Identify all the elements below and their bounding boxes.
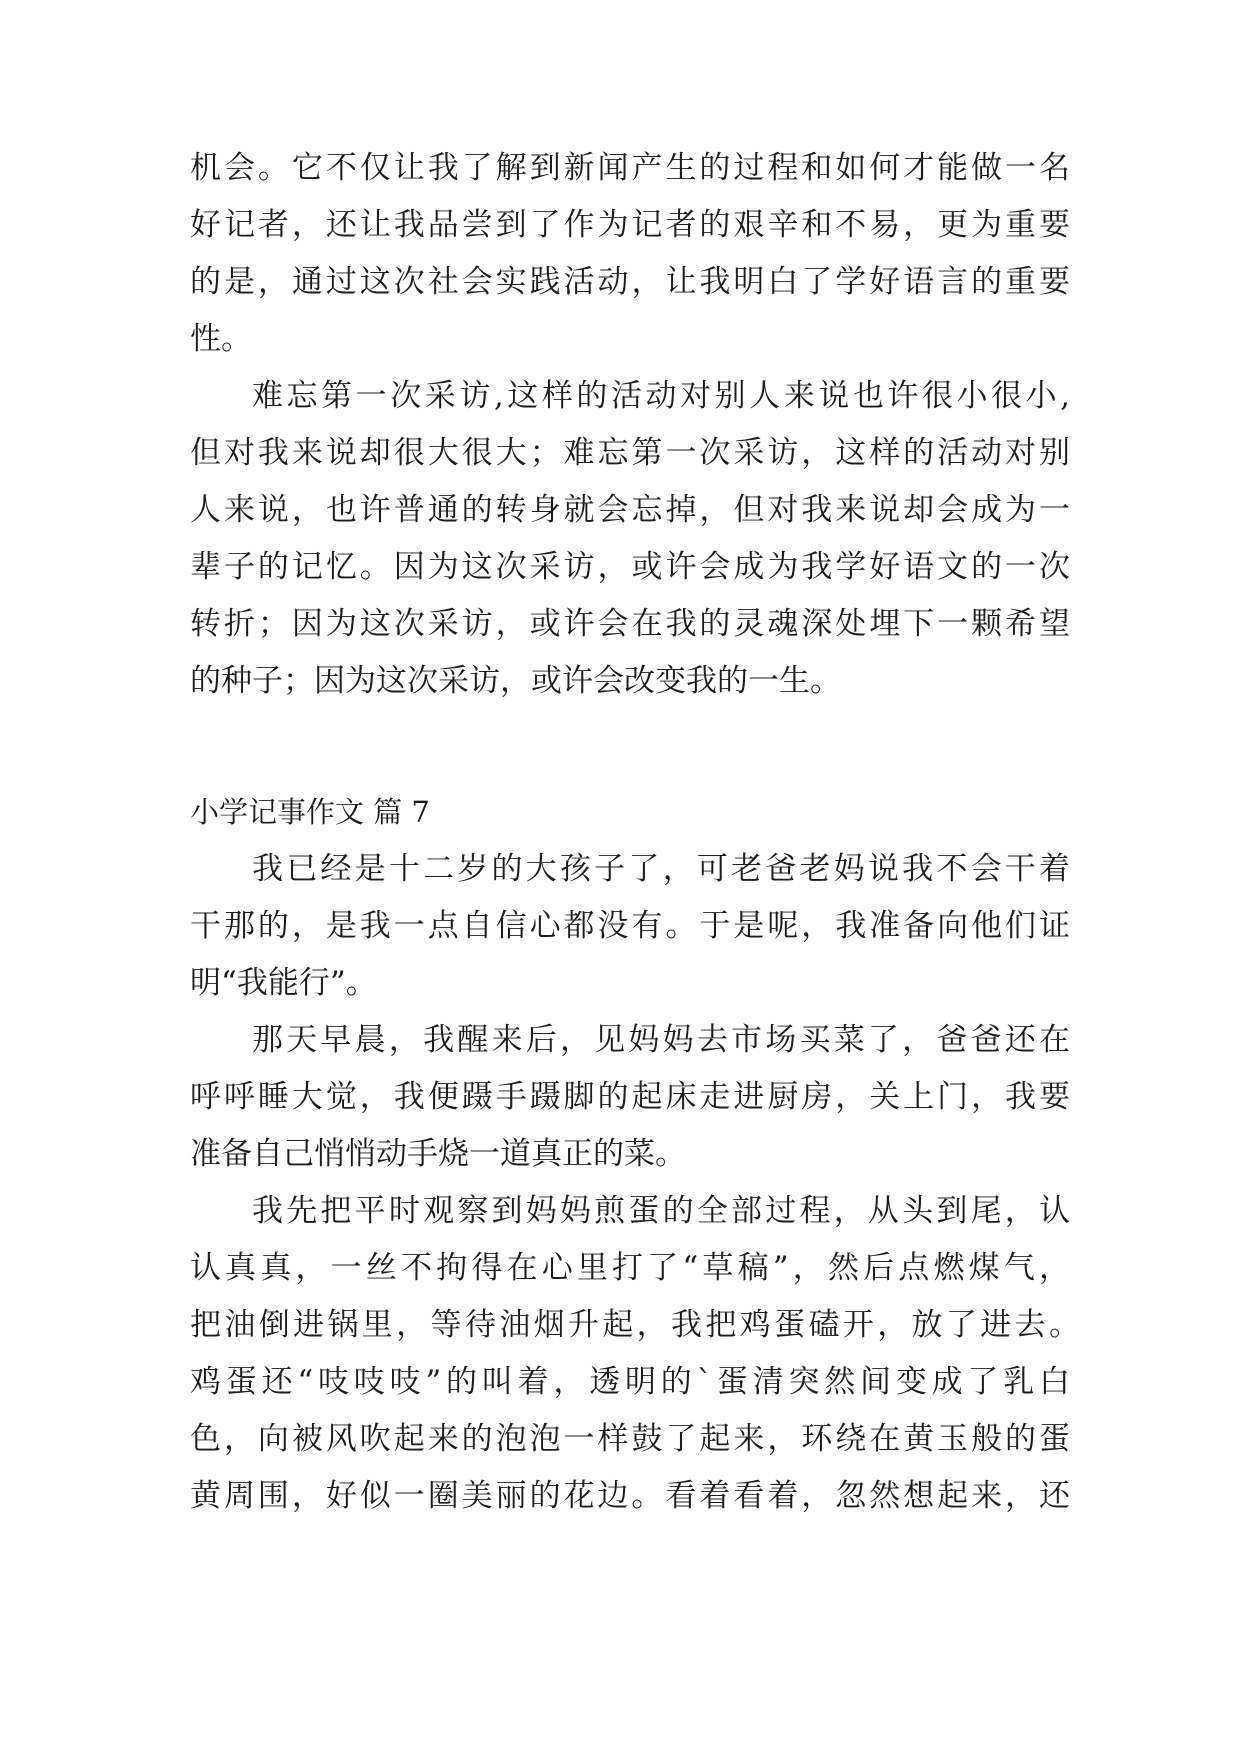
text-line: 干那的，是我一点自信心都没有。于是呢，我准备向他们证: [190, 908, 1070, 944]
text-line: 我已经是十二岁的大孩子了，可老爸老妈说我不会干着: [252, 851, 1070, 887]
text-line: 辈子的记忆。因为这次采访，或许会成为我学好语文的一次: [190, 549, 1070, 585]
text-line: 转折；因为这次采访，或许会在我的灵魂深处埋下一颗希望: [190, 606, 1070, 642]
text-line: 但对我来说却很大很大；难忘第一次采访，这样的活动对别: [190, 435, 1070, 471]
text-line: 好记者，还让我品尝到了作为记者的艰辛和不易，更为重要: [190, 207, 1070, 243]
text-line: 明“我能行”。: [190, 965, 377, 1001]
text-line: 的种子；因为这次采访，或许会改变我的一生。: [190, 663, 841, 699]
text-line: 性。: [190, 321, 252, 357]
text-line: 我先把平时观察到妈妈煎蛋的全部过程，从头到尾，认: [252, 1193, 1070, 1229]
text-line: 人来说，也许普通的转身就会忘掉，但对我来说却会成为一: [190, 492, 1070, 528]
text-line: 鸡蛋还“吱吱吱”的叫着，透明的`蛋清突然间变成了乳白: [190, 1364, 1070, 1400]
text-line: 黄周围，好似一圈美丽的花边。看着看着，忽然想起来，还: [190, 1478, 1070, 1514]
text-line: 呼呼睡大觉，我便蹑手蹑脚的起床走进厨房，关上门，我要: [190, 1079, 1070, 1115]
section-heading: 小学记事作文 篇 7: [190, 795, 430, 829]
text-line: 难忘第一次采访,这样的活动对别人来说也许很小很小,: [252, 378, 1070, 414]
text-line: 把油倒进锅里，等待油烟升起，我把鸡蛋磕开，放了进去。: [190, 1307, 1080, 1343]
text-line: 色，向被风吹起来的泡泡一样鼓了起来，环绕在黄玉般的蛋: [190, 1421, 1070, 1457]
text-line: 的是，通过这次社会实践活动，让我明白了学好语言的重要: [190, 264, 1070, 300]
text-line: 准备自己悄悄动手烧一道真正的菜。: [190, 1136, 686, 1172]
text-line: 认真真，一丝不拘得在心里打了“草稿”，然后点燃煤气，: [190, 1250, 1070, 1286]
text-line: 机会。它不仅让我了解到新闻产生的过程和如何才能做一名: [190, 150, 1070, 186]
text-line: 那天早晨，我醒来后，见妈妈去市场买菜了，爸爸还在: [252, 1022, 1070, 1058]
